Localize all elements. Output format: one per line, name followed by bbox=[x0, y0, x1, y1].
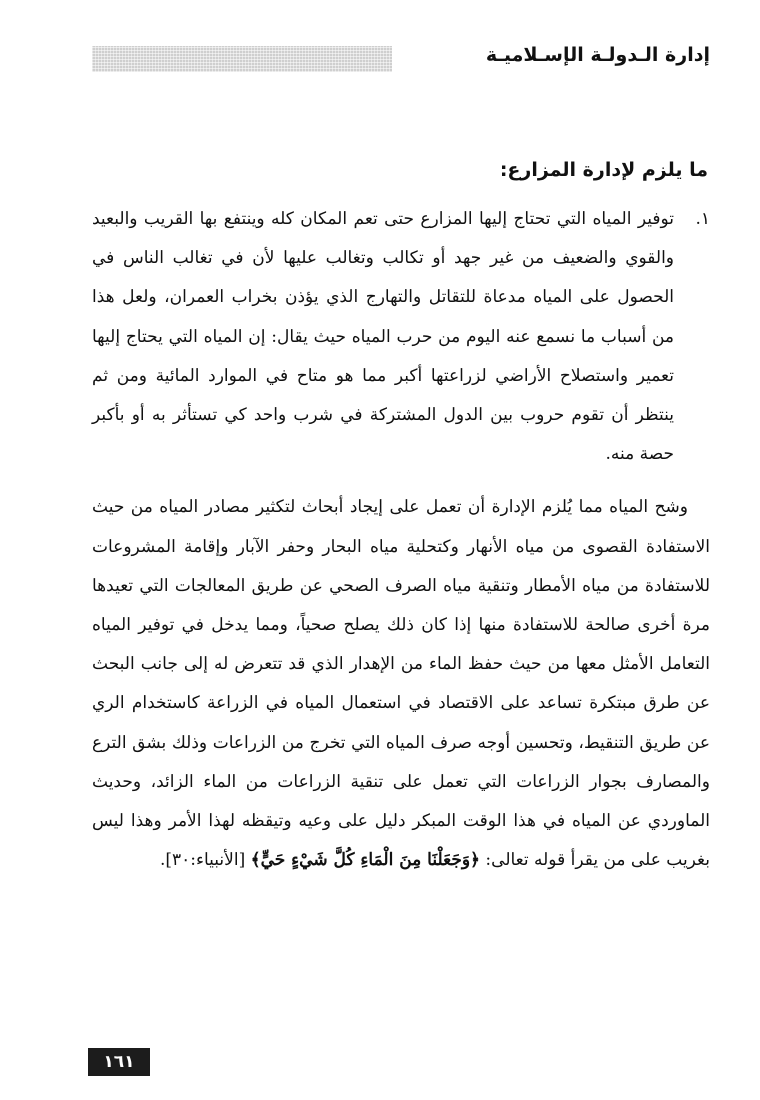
quran-verse: ﴿وَجَعَلْنَا مِنَ الْمَاءِ كُلَّ شَيْءٍ حَيٍّ﴾ bbox=[250, 850, 481, 871]
running-title: إدارة الـدولـة الإسـلاميـة bbox=[485, 44, 710, 66]
item-text: توفير المياه التي تحتاج إليها المزارع حتى تعم المكان كله وينتفع بها القريب والبعيد والقوي والضعيف من غير جهد أو تكالب وتغالب عليها لأن في تغالب الناس في الحصول على المياه مدعاة للتقاتل والتهارج الذي يؤذن بخراب العمران، ولعل هذا من أسباب ما نسمع عنه اليوم من حرب المياه حيث يقال: إن المياه التي يحتاج إليها تعمير واستصلاح الأراضي لزراعتها أكبر مما هو متاح في الموارد المائية ومن ثم ينتظر أن تقوم حروب بين الدول المشتركة في شرب واحد كي تستأثر به أو بأكبر حصة منه. bbox=[92, 209, 675, 465]
header-decorative-bar bbox=[92, 46, 392, 72]
paragraph-text: وشح المياه مما يُلزم الإدارة أن تعمل على إيجاد أبحاث لتكثير مصادر المياه من حيث الاستفادة القصوى من مياه الأنهار وكتحلية مياه البحار وحفر الآبار وإقامة المشروعات للاستفادة من مياه الأمطار وتنقية مياه الصرف الصحي عن طريق المعالجات التي تعيدها مرة أخرى صالحة للاستفادة منها إذا كان ذلك يصلح صحياً، ومما يدخل في توفير المياه التعامل الأمثل معها من حيث حفظ الماء من الإهدار الذي قد تتعرض له إلى جانب البحث عن طرق مبتكرة تساعد على الاقتصاد في استعمال المياه في الزراعة كاستخدام الري عن طريق التنقيط، وتحسين أوجه صرف المياه التي تخرج من الزراعات وذلك بشق الترع والمصارف بجوار الزراعات التي تعمل على تنقية الزراعات من الماء الزائد، وحديث الماوردي عن المياه في هذا الوقت المبكر دليل على وعيه وتيقظه لهذا الأمر وهذا ليس بغريب على من يقرأ قوله تعالى: bbox=[92, 497, 710, 871]
section-heading: ما يلزم لإدارة المزارع: bbox=[499, 159, 708, 181]
running-header bbox=[92, 40, 710, 76]
verse-citation: [الأنبياء:٣٠]. bbox=[159, 850, 251, 871]
page-number: ١٦١ bbox=[88, 1048, 150, 1076]
page-content bbox=[92, 138, 710, 880]
item-number: ١. bbox=[695, 209, 710, 229]
body-paragraph bbox=[92, 488, 710, 880]
numbered-item-1 bbox=[92, 200, 710, 474]
